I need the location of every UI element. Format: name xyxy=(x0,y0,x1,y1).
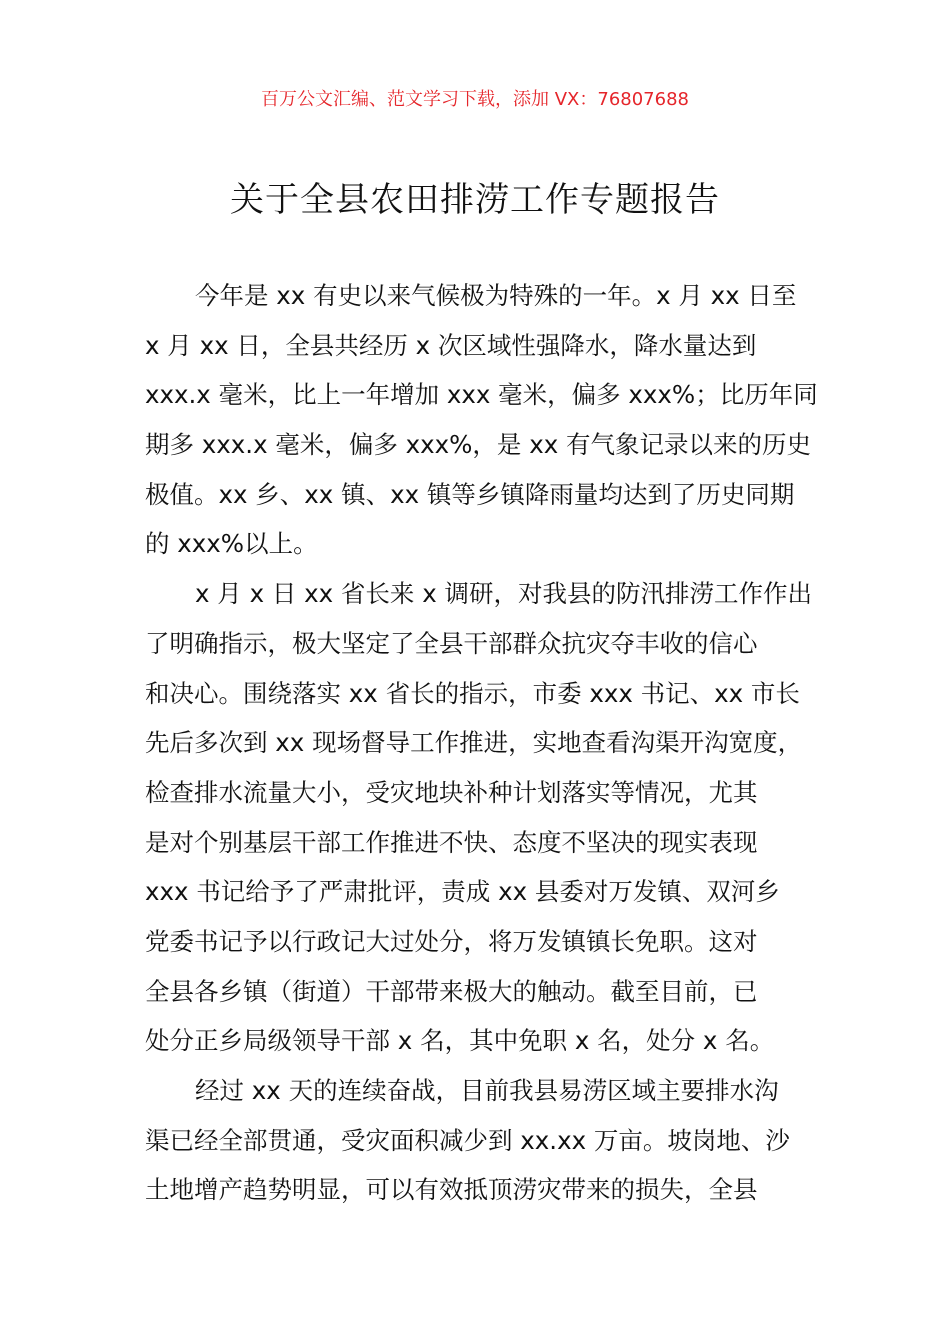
paragraph xyxy=(145,1066,825,1215)
text-line: xxx 书记给予了严肃批评，责成 xx 县委对万发镇、双河乡 xyxy=(145,877,780,907)
document-title: 关于全县农田排涝工作专题报告 xyxy=(230,180,720,220)
text-line: xxx.x 毫米，比上一年增加 xxx 毫米，偏多 xxx%；比历年同 xyxy=(145,380,818,410)
text-line: 期多 xxx.x 毫米，偏多 xxx%，是 xx 有气象记录以来的历史 xyxy=(145,430,811,460)
watermark-header: 百万公文汇编、范文学习下载，添加 VX：76807688 xyxy=(261,89,689,110)
text-line: 全县各乡镇（街道）干部带来极大的触动。截至目前，已 xyxy=(145,976,758,1006)
text-line: 检查排水流量大小，受灾地块补种计划落实等情况，尤其 xyxy=(145,777,758,807)
text-line: 今年是 xx 有史以来气候极为特殊的一年。x 月 xx 日至 xyxy=(195,281,797,310)
text-line: 党委书记予以行政记大过处分，将万发镇镇长免职。这对 xyxy=(145,926,758,956)
paragraph xyxy=(145,271,825,569)
text-line: 极值。xx 乡、xx 镇、xx 镇等乡镇降雨量均达到了历史同期 xyxy=(145,479,795,509)
document-body xyxy=(145,271,825,1215)
text-line: x 月 x 日 xx 省长来 x 调研，对我县的防汛排涝工作作出 xyxy=(195,579,813,609)
text-line: 土地增产趋势明显，可以有效抵顶涝灾带来的损失，全县 xyxy=(145,1175,758,1205)
text-line: 渠已经全部贯通，受灾面积减少到 xx.xx 万亩。坡岗地、沙 xyxy=(145,1125,790,1155)
text-line: x 月 xx 日，全县共经历 x 次区域性强降水，降水量达到 xyxy=(145,330,757,360)
text-line: 是对个别基层干部工作推进不快、态度不坚决的现实表现 xyxy=(145,827,758,857)
text-line: 先后多次到 xx 现场督导工作推进，实地查看沟渠开沟宽度， xyxy=(145,728,803,758)
paragraph xyxy=(145,569,825,1066)
text-line: 的 xxx%以上。 xyxy=(145,529,318,559)
text-line: 了明确指示，极大坚定了全县干部群众抗灾夺丰收的信心 xyxy=(145,628,758,658)
text-line: 经过 xx 天的连续奋战，目前我县易涝区域主要排水沟 xyxy=(195,1076,779,1105)
text-line: 和决心。围绕落实 xx 省长的指示，市委 xxx 书记、xx 市长 xyxy=(145,678,800,708)
text-line: 处分正乡局级领导干部 x 名，其中免职 x 名，处分 x 名。 xyxy=(145,1026,775,1056)
